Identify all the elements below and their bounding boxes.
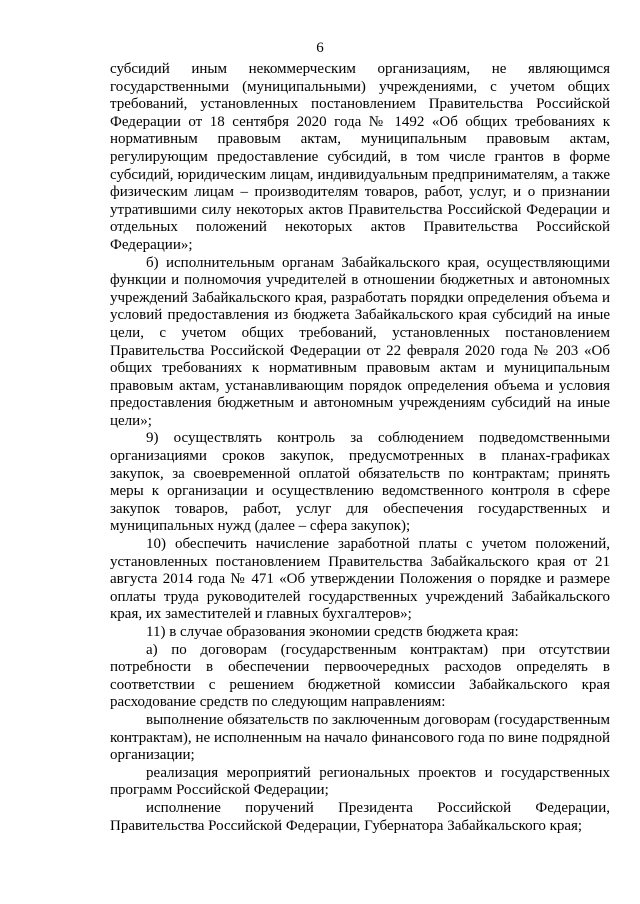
paragraph: 11) в случае образования экономии средств бюджета края: (146, 624, 519, 640)
paragraph: б) исполнительным органам Забайкальского края, осуществляющими функции и полномочия учредителей в отношении бюджетных и автономных учреждений Забайкальского края, разработать порядки определения объема и условий предоставления из бюджета Забайкальского края субсидий на иные цели, с учетом общих требований, установленных постановлением Правительства Российской Федерации от 22 февраля 2020 года № 203 «Об общих требованиях к нормативным правовым актам и муниципальным правовым актам, устанавливающим порядок определения объема и условия предоставления бюджетным и автономным учреждениям субсидий на иные цели»; (110, 254, 610, 429)
document-body (110, 61, 610, 835)
paragraph: реализация мероприятий региональных проектов и государственных программ Российской Федерации; (110, 764, 610, 799)
paragraph: выполнение обязательств по заключенным договорам (государственным контрактам), не исполненным на начало финансового года по вине подрядной организации; (110, 711, 610, 764)
paragraph: исполнение поручений Президента Российской Федерации, Правительства Российской Федерации, Губернатора Забайкальского края; (110, 799, 610, 834)
paragraph: субсидий иным некоммерческим организациям, не являющимся государственными (муниципальными) учреждениями, с учетом общих требований, установленных постановлением Правительства Российской Федерации от 18 сентября 2020 года № 1492 «Об общих требованиях к нормативным правовым актам, муниципальным правовым актам, регулирующим предоставление субсидий, в том числе грантов в форме субсидий, юридическим лицам, индивидуальным предпринимателям, а также физическим лицам – производителям товаров, работ, услуг, и о признании утратившими силу некоторых актов Правительства Российской Федерации и отдельных положений некоторых актов Правительства Российской Федерации»; (110, 61, 610, 253)
paragraph: 9) осуществлять контроль за соблюдением подведомственными организациями сроков закупок, предусмотренных в планах-графиках закупок, за своевременной оплатой обязательств по контрактам; принять меры к организации и осуществлению ведомственного контроля в сфере закупок товаров, работ, услуг для обеспечения государственных и муниципальных нужд (далее – сфера закупок); (110, 430, 610, 535)
paragraph: а) по договорам (государственным контрактам) при отсутствии потребности в обеспечении первоочередных расходов определять в соответствии с решением бюджетной комиссии Забайкальского края расходование средств по следующим направлениям: (110, 641, 610, 711)
page-number: 6 (316, 40, 324, 56)
paragraph: 10) обеспечить начисление заработной платы с учетом положений, установленных постановлением Правительства Забайкальского края от 21 августа 2014 года № 471 «Об утверждении Положения о порядке и размере оплаты труда руководителей государственных учреждений Забайкальского края, их заместителей и главных бухгалтеров»; (110, 536, 610, 623)
